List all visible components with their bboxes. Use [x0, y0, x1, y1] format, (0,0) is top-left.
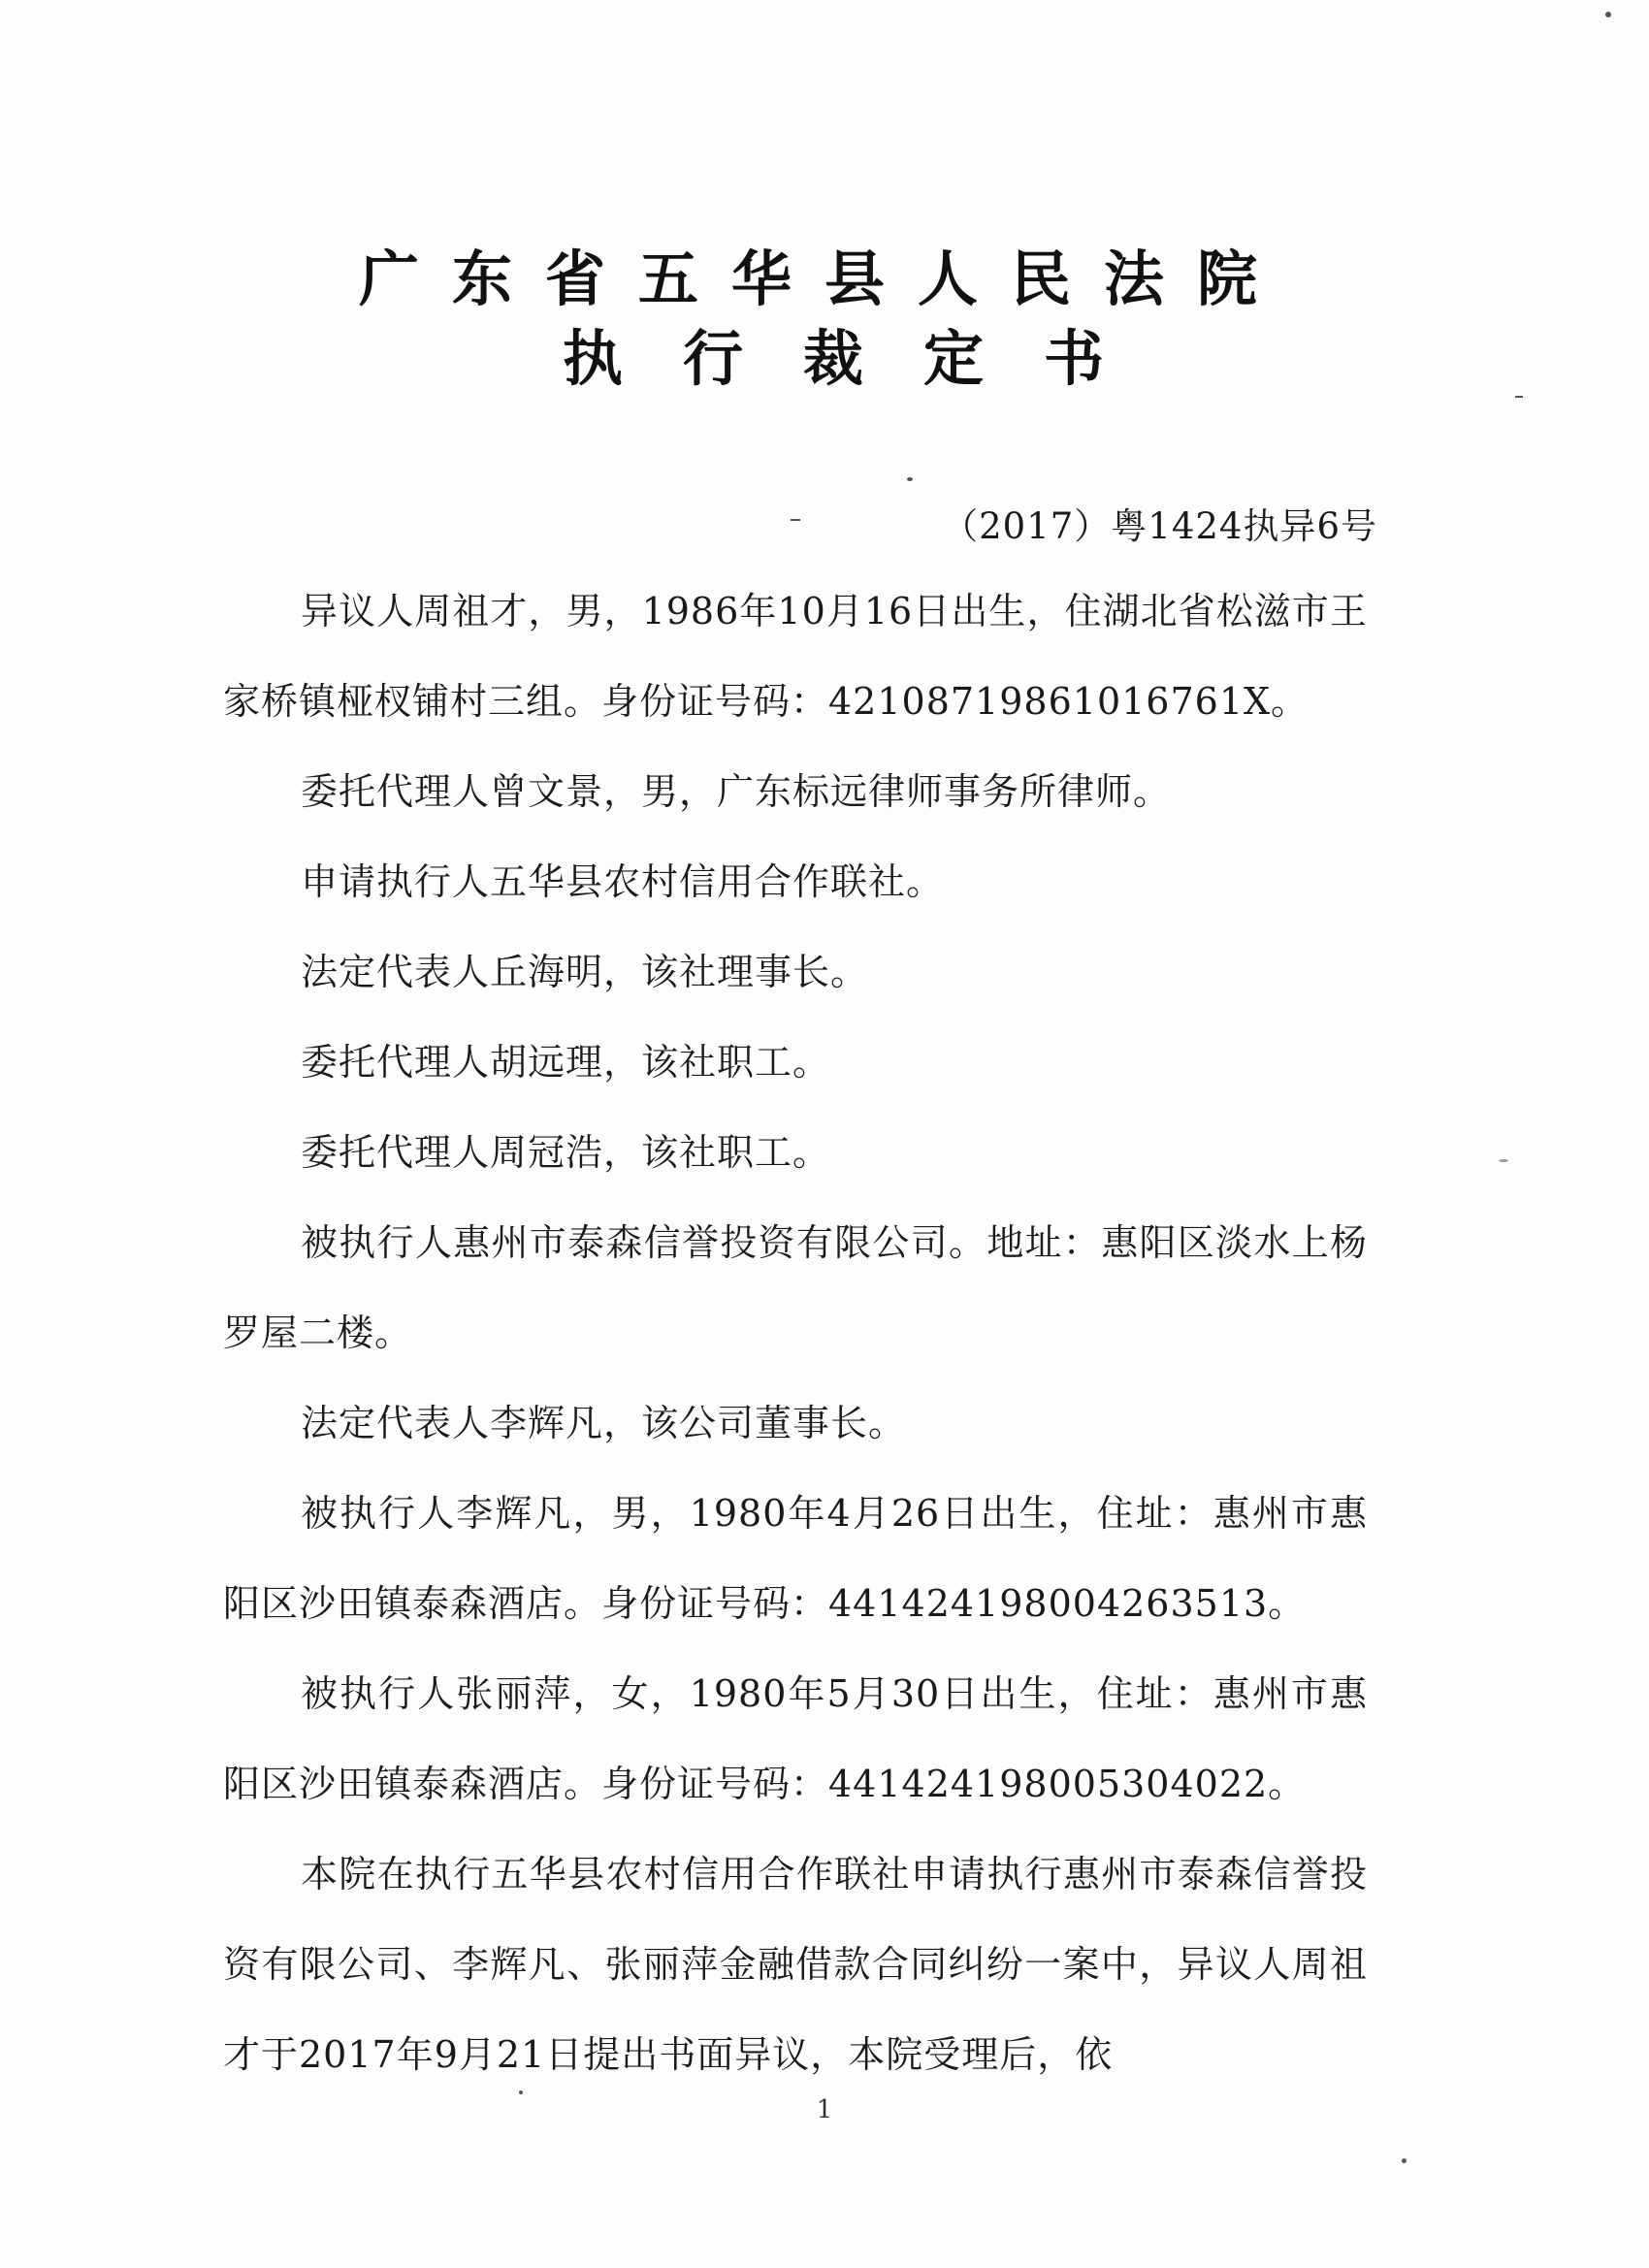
paragraph-objector: 异议人周祖才，男，1986年10月16日出生，住湖北省松滋市王家桥镇桠杈铺村三组。身份证号码：42108719861016761X。 [223, 590, 1368, 723]
scan-speck [791, 519, 800, 521]
paragraph-respondent-company: 被执行人惠州市泰森信誉投资有限公司。地址：惠阳区淡水上杨罗屋二楼。 [223, 1221, 1368, 1354]
paragraph-objector-agent: 委托代理人曾文景，男，广东标远律师事务所律师。 [301, 770, 1172, 813]
scan-speck [1499, 1159, 1508, 1162]
paragraph-respondent-company-representative: 法定代表人李辉凡，该公司董事长。 [301, 1402, 907, 1444]
scan-speck [519, 2090, 523, 2094]
scan-speck [1402, 2158, 1406, 2163]
paragraph-applicant-agent-2: 委托代理人周冠浩，该社职工。 [301, 1131, 831, 1174]
paragraph-case-body: 本院在执行五华县农村信用合作联社申请执行惠州市泰森信誉投资有限公司、李辉凡、张丽萍金融借款合同纠纷一案中，异议人周祖才于2017年9月21日提出书面异议，本院受理后，依 [223, 1853, 1368, 2076]
paragraph-respondent-li: 被执行人李辉凡，男，1980年4月26日出生，住址：惠州市惠阳区沙田镇泰森酒店。身份证号码：441424198004263513。 [223, 1492, 1368, 1625]
paragraph-applicant-agent-1: 委托代理人胡远理，该社职工。 [301, 1041, 831, 1084]
case-number: （2017）粤1424执异6号 [942, 505, 1377, 547]
scan-speck [907, 477, 913, 481]
court-name-title: 广东省五华县人民法院 [358, 243, 1290, 314]
document-type-title: 执行裁定书 [562, 323, 1164, 394]
paragraph-applicant-representative: 法定代表人丘海明，该社理事长。 [301, 951, 869, 993]
page-number: 1 [816, 2095, 833, 2124]
paragraph-respondent-zhang: 被执行人张丽萍，女，1980年5月30日出生，住址：惠州市惠阳区沙田镇泰森酒店。身份证号码：441424198005304022。 [223, 1672, 1368, 1805]
scan-speck [1515, 396, 1523, 398]
scan-speck [1605, 12, 1611, 17]
paragraph-applicant: 申请执行人五华县农村信用合作联社。 [301, 860, 945, 903]
